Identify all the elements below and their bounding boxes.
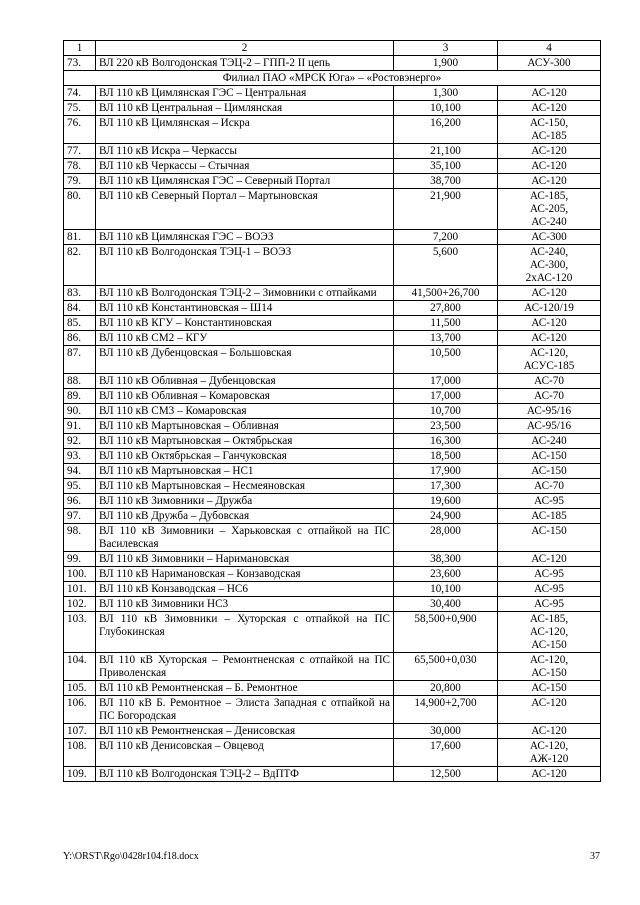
table-row [64, 567, 601, 582]
wire-type: АС-150, АС-185 [498, 116, 601, 144]
line-length: 10,100 [394, 582, 498, 597]
line-name: ВЛ 110 кВ Октябрьская – Ганчуковская [96, 449, 394, 464]
line-length: 28,000 [394, 524, 498, 552]
table-row [64, 597, 601, 612]
section-row [64, 71, 601, 86]
table-row [64, 389, 601, 404]
line-name: ВЛ 110 кВ Дубенцовская – Большовская [96, 346, 394, 374]
table-row [64, 612, 601, 653]
line-length: 27,800 [394, 301, 498, 316]
table-row [64, 419, 601, 434]
line-name: ВЛ 110 кВ КГУ – Константиновская [96, 316, 394, 331]
header-row [64, 41, 601, 56]
row-number: 75. [64, 101, 96, 116]
line-length: 65,500+0,030 [394, 653, 498, 681]
line-name: ВЛ 110 кВ Мартыновская – НС1 [96, 464, 394, 479]
line-length: 38,700 [394, 174, 498, 189]
table-row [64, 464, 601, 479]
line-length: 21,900 [394, 189, 498, 230]
row-number: 101. [64, 582, 96, 597]
wire-type: АС-185, АС-120, АС-150 [498, 612, 601, 653]
wire-type: АС-120 [498, 159, 601, 174]
table-row [64, 767, 601, 782]
line-name: ВЛ 110 кВ Цимлянская – Искра [96, 116, 394, 144]
footer-page-number: 37 [590, 851, 600, 862]
line-length: 35,100 [394, 159, 498, 174]
line-name: ВЛ 110 кВ Денисовская – Овцевод [96, 739, 394, 767]
line-name: ВЛ 110 кВ Зимовники НС3 [96, 597, 394, 612]
line-length: 5,600 [394, 245, 498, 286]
row-number: 90. [64, 404, 96, 419]
line-length: 18,500 [394, 449, 498, 464]
power-lines-table [63, 40, 601, 782]
wire-type: АС-240 [498, 434, 601, 449]
line-name: ВЛ 110 кВ Центральная – Цимлянская [96, 101, 394, 116]
table-row [64, 189, 601, 230]
table-row [64, 331, 601, 346]
table-row [64, 739, 601, 767]
line-length: 21,100 [394, 144, 498, 159]
row-number: 95. [64, 479, 96, 494]
row-number: 85. [64, 316, 96, 331]
line-length: 20,800 [394, 681, 498, 696]
table-row [64, 301, 601, 316]
line-length: 23,600 [394, 567, 498, 582]
line-length: 1,900 [394, 56, 498, 71]
line-length: 41,500+26,700 [394, 286, 498, 301]
row-number: 77. [64, 144, 96, 159]
wire-type: АС-95 [498, 567, 601, 582]
table-row [64, 346, 601, 374]
line-name: ВЛ 110 кВ Зимовники – Наримановская [96, 552, 394, 567]
line-name: ВЛ 110 кВ Обливная – Комаровская [96, 389, 394, 404]
row-number: 98. [64, 524, 96, 552]
line-length: 24,900 [394, 509, 498, 524]
wire-type: АС-120, АСУС-185 [498, 346, 601, 374]
table-row [64, 316, 601, 331]
line-length: 17,300 [394, 479, 498, 494]
row-number: 87. [64, 346, 96, 374]
line-length: 14,900+2,700 [394, 696, 498, 724]
line-length: 13,700 [394, 331, 498, 346]
wire-type: АС-95 [498, 597, 601, 612]
line-length: 11,500 [394, 316, 498, 331]
table-row [64, 159, 601, 174]
row-number: 89. [64, 389, 96, 404]
line-name: ВЛ 110 кВ Искра – Черкассы [96, 144, 394, 159]
wire-type: АС-120 [498, 696, 601, 724]
wire-type: АС-150 [498, 681, 601, 696]
line-name: ВЛ 110 кВ Б. Ремонтное – Элиста Западная с отпайкой на ПС Богородская [96, 696, 394, 724]
line-length: 16,200 [394, 116, 498, 144]
wire-type: АС-95 [498, 582, 601, 597]
wire-type: АС-95 [498, 494, 601, 509]
wire-type: АС-120 [498, 552, 601, 567]
row-number: 103. [64, 612, 96, 653]
line-name: ВЛ 110 кВ Цимлянская ГЭС – Северный Портал [96, 174, 394, 189]
line-name: ВЛ 110 кВ Волгодонская ТЭЦ-1 – ВОЭЗ [96, 245, 394, 286]
table-row [64, 724, 601, 739]
table-row [64, 56, 601, 71]
table-row [64, 552, 601, 567]
section-title: Филиал ПАО «МРСК Юга» – «Ростовэнерго» [64, 71, 601, 86]
wire-type: АС-150 [498, 524, 601, 552]
line-name: ВЛ 110 кВ Волгодонская ТЭЦ-2 – ВдПТФ [96, 767, 394, 782]
line-name: ВЛ 220 кВ Волгодонская ТЭЦ-2 – ГПП-2 II цепь [96, 56, 394, 71]
line-name: ВЛ 110 кВ Ремонтненская – Б. Ремонтное [96, 681, 394, 696]
wire-type: АС-185 [498, 509, 601, 524]
header-cell-number: 1 [64, 41, 96, 56]
table-row [64, 245, 601, 286]
line-name: ВЛ 110 кВ Мартыновская – Октябрьская [96, 434, 394, 449]
table-row [64, 449, 601, 464]
row-number: 82. [64, 245, 96, 286]
row-number: 86. [64, 331, 96, 346]
line-length: 58,500+0,900 [394, 612, 498, 653]
row-number: 79. [64, 174, 96, 189]
row-number: 100. [64, 567, 96, 582]
line-length: 12,500 [394, 767, 498, 782]
line-length: 17,600 [394, 739, 498, 767]
line-length: 30,400 [394, 597, 498, 612]
table-row [64, 509, 601, 524]
row-number: 106. [64, 696, 96, 724]
row-number: 80. [64, 189, 96, 230]
line-length: 17,000 [394, 389, 498, 404]
wire-type: АС-150 [498, 464, 601, 479]
row-number: 78. [64, 159, 96, 174]
wire-type: АС-120 [498, 101, 601, 116]
line-name: ВЛ 110 кВ Мартыновская – Несмеяновская [96, 479, 394, 494]
header-cell-wire: 4 [498, 41, 601, 56]
line-name: ВЛ 110 кВ Мартыновская – Обливная [96, 419, 394, 434]
table-row [64, 696, 601, 724]
line-name: ВЛ 110 кВ Цимлянская ГЭС – Центральная [96, 86, 394, 101]
line-length: 23,500 [394, 419, 498, 434]
table-row [64, 286, 601, 301]
line-name: ВЛ 110 кВ Ремонтненская – Денисовская [96, 724, 394, 739]
line-name: ВЛ 110 кВ Конзаводская – НС6 [96, 582, 394, 597]
line-name: ВЛ 110 кВ Черкассы – Стычная [96, 159, 394, 174]
row-number: 91. [64, 419, 96, 434]
table-row [64, 101, 601, 116]
table-row [64, 116, 601, 144]
wire-type: АС-95/16 [498, 404, 601, 419]
wire-type: АС-150 [498, 449, 601, 464]
row-number: 102. [64, 597, 96, 612]
row-number: 99. [64, 552, 96, 567]
line-name: ВЛ 110 кВ Наримановская – Конзаводская [96, 567, 394, 582]
table-row [64, 230, 601, 245]
wire-type: АС-70 [498, 389, 601, 404]
line-name: ВЛ 110 кВ Цимлянская ГЭС – ВОЭЗ [96, 230, 394, 245]
row-number: 108. [64, 739, 96, 767]
table-row [64, 144, 601, 159]
table-row [64, 524, 601, 552]
line-length: 10,500 [394, 346, 498, 374]
wire-type: АС-70 [498, 479, 601, 494]
wire-type: АС-120, АЖ-120 [498, 739, 601, 767]
row-number: 76. [64, 116, 96, 144]
table-body [64, 41, 601, 782]
line-name: ВЛ 110 кВ Зимовники – Харьковская с отпайкой на ПС Василевская [96, 524, 394, 552]
wire-type: АС-120 [498, 724, 601, 739]
line-length: 7,200 [394, 230, 498, 245]
row-number: 104. [64, 653, 96, 681]
line-length: 30,000 [394, 724, 498, 739]
row-number: 74. [64, 86, 96, 101]
line-length: 1,300 [394, 86, 498, 101]
line-length: 10,100 [394, 101, 498, 116]
wire-type: АС-120 [498, 174, 601, 189]
header-cell-name: 2 [96, 41, 394, 56]
table-row [64, 374, 601, 389]
line-length: 38,300 [394, 552, 498, 567]
row-number: 94. [64, 464, 96, 479]
row-number: 93. [64, 449, 96, 464]
row-number: 107. [64, 724, 96, 739]
row-number: 88. [64, 374, 96, 389]
table-row [64, 404, 601, 419]
footer-file-path: Y:\ORST\Rgo\0428r104.f18.docx [63, 851, 199, 862]
line-name: ВЛ 110 кВ Константиновская – Ш14 [96, 301, 394, 316]
table-row [64, 479, 601, 494]
row-number: 105. [64, 681, 96, 696]
line-name: ВЛ 110 кВ Зимовники – Дружба [96, 494, 394, 509]
line-name: ВЛ 110 кВ Волгодонская ТЭЦ-2 – Зимовники с отпайками [96, 286, 394, 301]
wire-type: АС-120 [498, 316, 601, 331]
row-number: 83. [64, 286, 96, 301]
row-number: 84. [64, 301, 96, 316]
line-length: 10,700 [394, 404, 498, 419]
wire-type: АС-120/19 [498, 301, 601, 316]
table-row [64, 174, 601, 189]
row-number: 96. [64, 494, 96, 509]
line-length: 16,300 [394, 434, 498, 449]
wire-type: АС-240, АС-300, 2хАС-120 [498, 245, 601, 286]
wire-type: АС-120 [498, 767, 601, 782]
table-row [64, 434, 601, 449]
line-length: 19,600 [394, 494, 498, 509]
line-name: ВЛ 110 кВ СМ3 – Комаровская [96, 404, 394, 419]
wire-type: АС-120 [498, 144, 601, 159]
table-row [64, 582, 601, 597]
wire-type: АС-300 [498, 230, 601, 245]
row-number: 92. [64, 434, 96, 449]
table-row [64, 494, 601, 509]
line-name: ВЛ 110 кВ Хуторская – Ремонтненская с отпайкой на ПС Приволенская [96, 653, 394, 681]
header-cell-length: 3 [394, 41, 498, 56]
line-length: 17,900 [394, 464, 498, 479]
line-name: ВЛ 110 кВ Зимовники – Хуторская с отпайкой на ПС Глубокинская [96, 612, 394, 653]
table-row [64, 653, 601, 681]
line-name: ВЛ 110 кВ Дружба – Дубовская [96, 509, 394, 524]
wire-type: АС-185, АС-205, АС-240 [498, 189, 601, 230]
wire-type: АС-120 [498, 331, 601, 346]
wire-type: АС-95/16 [498, 419, 601, 434]
line-name: ВЛ 110 кВ Обливная – Дубенцовская [96, 374, 394, 389]
wire-type: АС-120 [498, 86, 601, 101]
wire-type: АСУ-300 [498, 56, 601, 71]
row-number: 97. [64, 509, 96, 524]
wire-type: АС-70 [498, 374, 601, 389]
row-number: 73. [64, 56, 96, 71]
line-name: ВЛ 110 кВ Северный Портал – Мартыновская [96, 189, 394, 230]
wire-type: АС-120 [498, 286, 601, 301]
row-number: 109. [64, 767, 96, 782]
table-row [64, 86, 601, 101]
row-number: 81. [64, 230, 96, 245]
table-row [64, 681, 601, 696]
line-length: 17,000 [394, 374, 498, 389]
line-name: ВЛ 110 кВ СМ2 – КГУ [96, 331, 394, 346]
wire-type: АС-120, АС-150 [498, 653, 601, 681]
